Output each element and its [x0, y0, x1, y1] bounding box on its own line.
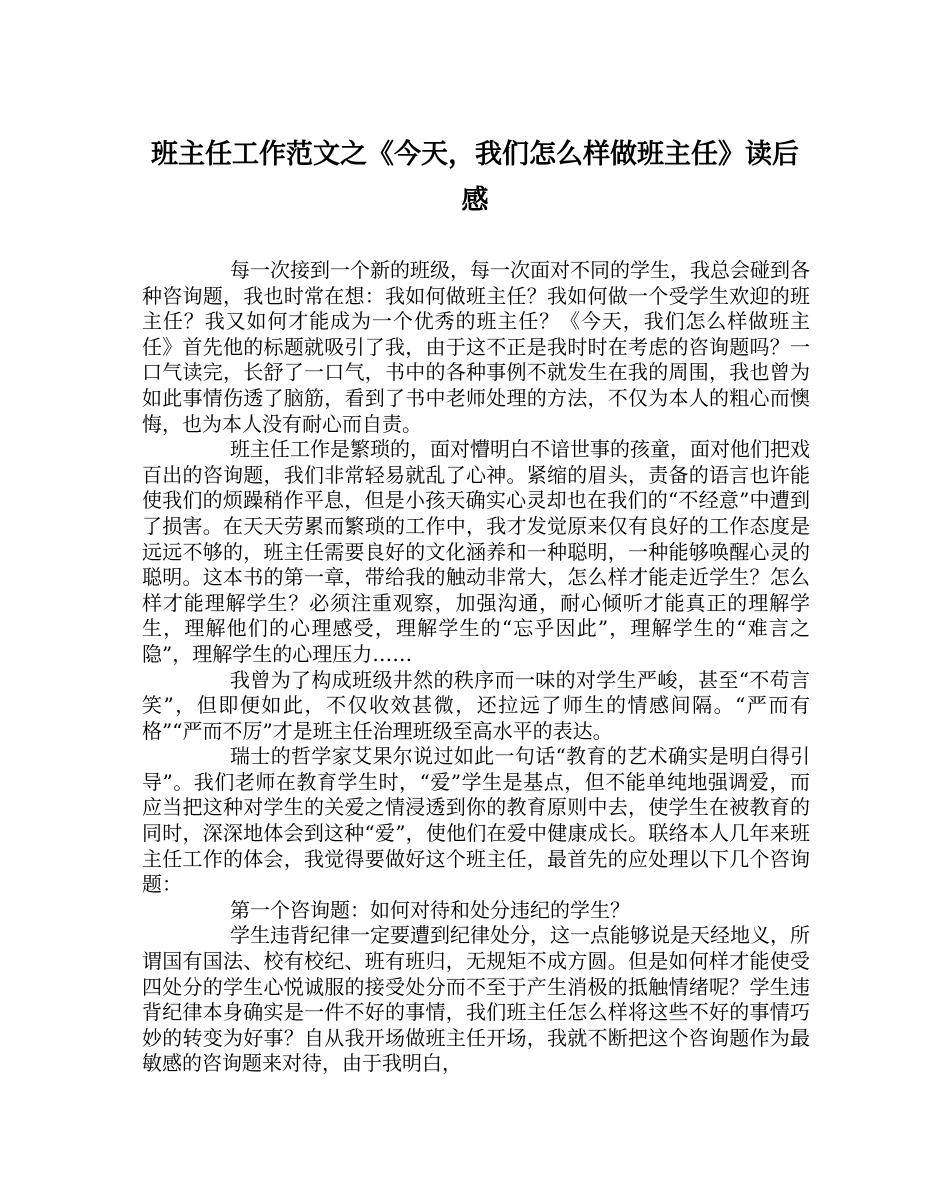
paragraph-2: 班主任工作是繁琐的，面对懵明白不谙世事的孩童，面对他们把戏百出的咨询题，我们非常轻易就乱了心神。紧缩的眉头，责备的语言也许能使我们的烦躁稍作平息，但是小孩天确实心灵却也在我们的“不经意”中遭到了损害。在天天劳累而繁琐的工作中，我才发觉原来仅有良好的工作态度是远远不够的，班主任需要良好的文化涵养和一种聪明，一种能够唤醒心灵的聪明。这本书的第一章，带给我的触动非常大，怎么样才能走近学生？怎么样才能理解学生？必须注重观察，加强沟通，耐心倾听才能真正的理解学生，理解他们的心理感受，理解学生的“忘乎因此”，理解学生的“难言之隐”，理解学生的心理压力……: [142, 437, 810, 666]
paragraph-3: 我曾为了构成班级井然的秩序而一味的对学生严峻，甚至“不苟言笑”，但即便如此，不仅收效甚微，还拉远了师生的情感间隔。“严而有格”“严而不厉”才是班主任治理班级至高水平的表达。: [142, 667, 810, 743]
paragraph-1: 每一次接到一个新的班级，每一次面对不同的学生，我总会碰到各种咨询题，我也时常在想：我如何做班主任？我如何做一个受学生欢迎的班主任？我又如何才能成为一个优秀的班主任？《今天，我们怎么样做班主任》首先他的标题就吸引了我，由于这不正是我时时在考虑的咨询题吗？一口气读完，长舒了一口气，书中的各种事例不就发生在我的周围，我也曾为如此事情伤透了脑筋，看到了书中老师处理的方法，不仅为本人的粗心而懊悔，也为本人没有耐心而自责。: [142, 258, 810, 436]
paragraph-4: 瑞士的哲学家艾果尔说过如此一句话“教育的艺术确实是明白得引导”。我们老师在教育学生时，“爱”学生是基点，但不能单纯地强调爱，而应当把这种对学生的关爱之情浸透到你的教育原则中去，使学生在被教育的同时，深深地体会到这种“爱”，使他们在爱中健康成长。联络本人几年来班主任工作的体会，我觉得要做好这个班主任，最首先的应处理以下几个咨询题：: [142, 744, 810, 897]
question-heading-1: 第一个咨询题：如何对待和处分违纪的学生？: [230, 897, 630, 922]
paragraph-6: 学生违背纪律一定要遭到纪律处分，这一点能够说是天经地义，所谓国有国法、校有校纪、班有班归，无规矩不成方圆。但是如何样才能使受四处分的学生心悦诚服的接受处分而不至于产生消极的抵触情绪呢？学生违背纪律本身确实是一件不好的事情，我们班主任怎么样将这些不好的事情巧妙的转变为好事？自从我开场做班主任开场，我就不断把这个咨询题作为最敏感的咨询题来对待，由于我明白，: [142, 923, 810, 1076]
document-body: [142, 258, 810, 1077]
document-title: 班主任工作范文之《今天，我们怎么样做班主任》读后感: [151, 139, 799, 216]
